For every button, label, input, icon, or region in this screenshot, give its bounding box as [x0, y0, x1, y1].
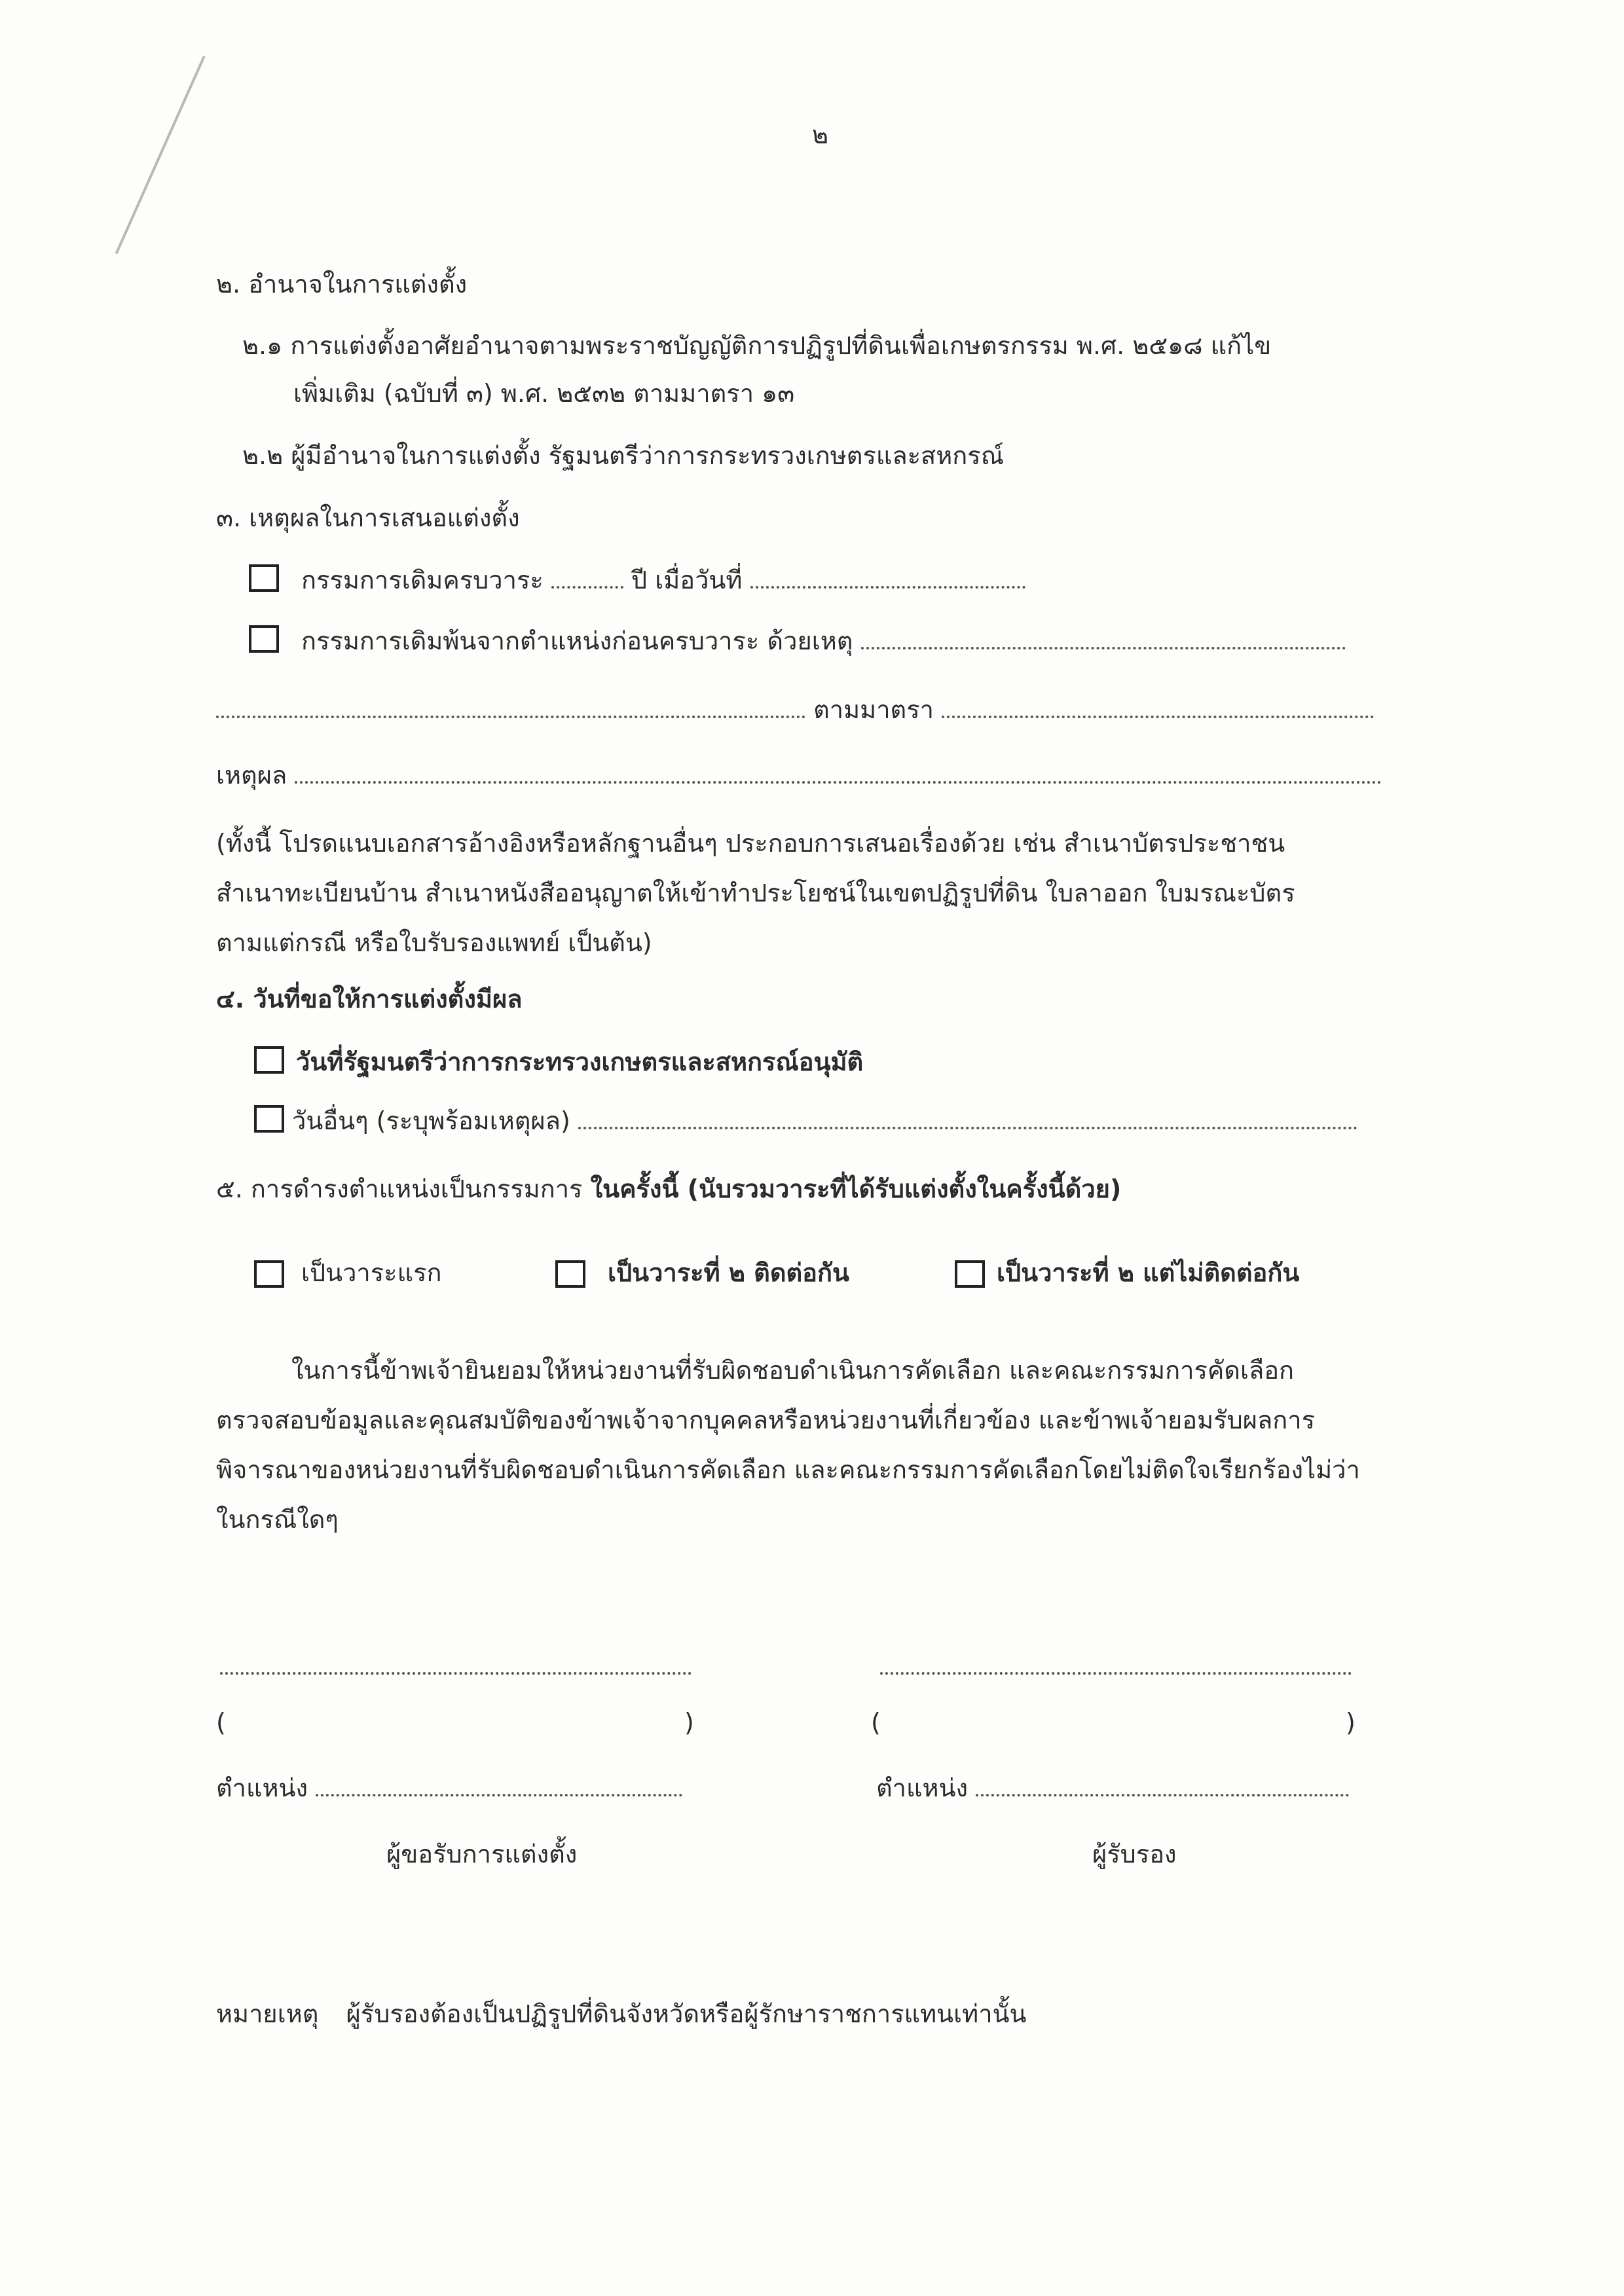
left-early-line	[301, 624, 1346, 658]
section-5-subtitle: ในครั้งนี้ (นับรวมวาระที่ได้รับแต่งตั้งในครั้งนี้ด้วย)	[590, 1175, 1122, 1203]
other-date-checkbox[interactable]	[254, 1105, 284, 1133]
remark-line	[216, 1997, 1027, 2031]
term-date-field[interactable]	[750, 564, 1025, 589]
second-non-consecutive-label: เป็นวาระที่ ๒ แต่ไม่ติดต่อกัน	[997, 1258, 1300, 1287]
section-5-heading	[216, 1172, 1121, 1206]
reason-label: เหตุผล	[216, 761, 287, 790]
cause-label: ด้วยเหตุ	[767, 627, 853, 655]
consent-paragraph	[216, 1345, 1414, 1544]
consent-line1: ในการนี้ข้าพเจ้ายินยอมให้หน่วยงานที่รับผิดชอบดำเนินการคัดเลือก และคณะกรรมการคัดเลือก	[291, 1356, 1295, 1385]
date-label: เมื่อวันที่	[655, 566, 743, 594]
first-term-label: เป็นวาระแรก	[301, 1258, 442, 1287]
certifier-position-label: ตำแหน่ง	[876, 1774, 969, 1802]
remark-text: ผู้รับรองต้องเป็นปฏิรูปที่ดินจังหวัดหรือผู้รักษาราชการแทนเท่านั้น	[346, 1999, 1027, 2028]
section-2-1-line1: ๒.๑ การแต่งตั้งอาศัยอำนาจตามพระราชบัญญัติการปฏิรูปที่ดินเพื่อเกษตรกรรม พ.ศ. ๒๕๑๘ แก้ไข	[242, 331, 1272, 360]
minister-approval-label: วันที่รัฐมนตรีว่าการกระทรวงเกษตรและสหกรณ์อนุมัติ	[296, 1048, 864, 1076]
attachments-note	[216, 818, 1414, 968]
applicant-signature-field[interactable]	[220, 1650, 692, 1675]
section-number-field[interactable]	[942, 693, 1374, 718]
section-5-title: ๕. การดำรงตำแหน่งเป็นกรรมการ	[216, 1175, 583, 1203]
other-date-line	[292, 1104, 1357, 1138]
other-date-field[interactable]	[578, 1104, 1357, 1129]
reason-line	[216, 758, 1382, 792]
left-early-checkbox[interactable]	[249, 625, 279, 653]
term-complete-label: กรรมการเดิมครบวาระ	[301, 566, 544, 594]
section-3-heading: ๓. เหตุผลในการเสนอแต่งตั้ง	[216, 503, 520, 532]
left-early-label: กรรมการเดิมพ้นจากตำแหน่งก่อนครบวาระ	[301, 627, 760, 655]
certifier-signature-field[interactable]	[880, 1650, 1352, 1675]
second-consecutive-checkbox[interactable]	[555, 1260, 585, 1288]
section-2-1-line2: เพิ่มเติม (ฉบับที่ ๓) พ.ศ. ๒๕๓๒ ตามมาตรา ๑๓	[293, 379, 795, 408]
page-number: ๒	[812, 120, 829, 149]
term-years-field[interactable]	[551, 564, 623, 589]
consent-line2: ตรวจสอบข้อมูลและคุณสมบัติของข้าพเจ้าจากบุคคลหรือหน่วยงานที่เกี่ยวข้อง และข้าพเจ้ายอมรับผลการ	[216, 1406, 1316, 1434]
minister-approval-checkbox[interactable]	[254, 1046, 284, 1074]
year-label: ปี	[631, 566, 648, 594]
applicant-name-close: )	[684, 1708, 694, 1737]
second-consecutive-label: เป็นวาระที่ ๒ ติดต่อกัน	[608, 1258, 849, 1287]
certifier-position-line	[876, 1771, 1349, 1805]
cause-field[interactable]	[861, 625, 1346, 649]
detail-field[interactable]	[216, 693, 805, 718]
section-2-2: ๒.๒ ผู้มีอำนาจในการแต่งตั้ง รัฐมนตรีว่าการกระทรวงเกษตรและสหกรณ์	[242, 441, 1004, 470]
certifier-position-field[interactable]	[976, 1772, 1349, 1796]
certifier-role: ผู้รับรอง	[1092, 1840, 1177, 1868]
attachments-note-line1: (ทั้งนี้ โปรดแนบเอกสารอ้างอิงหรือหลักฐานอื่นๆ ประกอบการเสนอเรื่องด้วย เช่น สำเนาบัตรประชาชน	[216, 829, 1285, 858]
remark-label: หมายเหตุ	[216, 1999, 319, 2028]
applicant-name-open: (	[216, 1708, 226, 1737]
applicant-position-line	[216, 1771, 682, 1805]
attachments-note-line2: สำเนาทะเบียนบ้าน สำเนาหนังสืออนุญาตให้เข้าทำประโยชน์ในเขตปฏิรูปที่ดิน ใบลาออก ใบมรณะบัตร	[216, 879, 1295, 907]
section-4-heading: ๔. วันที่ขอให้การแต่งตั้งมีผล	[216, 985, 523, 1013]
term-complete-line	[301, 563, 1025, 597]
reason-field[interactable]	[295, 759, 1382, 784]
consent-line3: พิจารณาของหน่วยงานที่รับผิดชอบดำเนินการคัดเลือก และคณะกรรมการคัดเลือกโดยไม่ติดใจเรียกร้องไม่ว่า	[216, 1455, 1360, 1484]
section-line	[216, 693, 1374, 727]
second-non-consecutive-checkbox[interactable]	[955, 1260, 985, 1288]
section-2-heading: ๒. อำนาจในการแต่งตั้ง	[216, 270, 468, 299]
first-term-checkbox[interactable]	[254, 1260, 284, 1288]
term-complete-checkbox[interactable]	[249, 564, 279, 592]
certifier-name-open: (	[871, 1708, 881, 1737]
applicant-role: ผู้ขอรับการแต่งตั้ง	[386, 1840, 578, 1868]
scan-artifact-line	[115, 56, 206, 254]
certifier-name-close: )	[1346, 1708, 1356, 1737]
applicant-position-label: ตำแหน่ง	[216, 1774, 308, 1802]
attachments-note-line3: ตามแต่กรณี หรือใบรับรองแพทย์ เป็นต้น)	[216, 928, 652, 957]
section-label: ตามมาตรา	[813, 695, 934, 724]
other-date-label: วันอื่นๆ (ระบุพร้อมเหตุผล)	[292, 1106, 570, 1135]
applicant-position-field[interactable]	[316, 1772, 682, 1796]
consent-line4: ในกรณีใดๆ	[216, 1505, 339, 1534]
